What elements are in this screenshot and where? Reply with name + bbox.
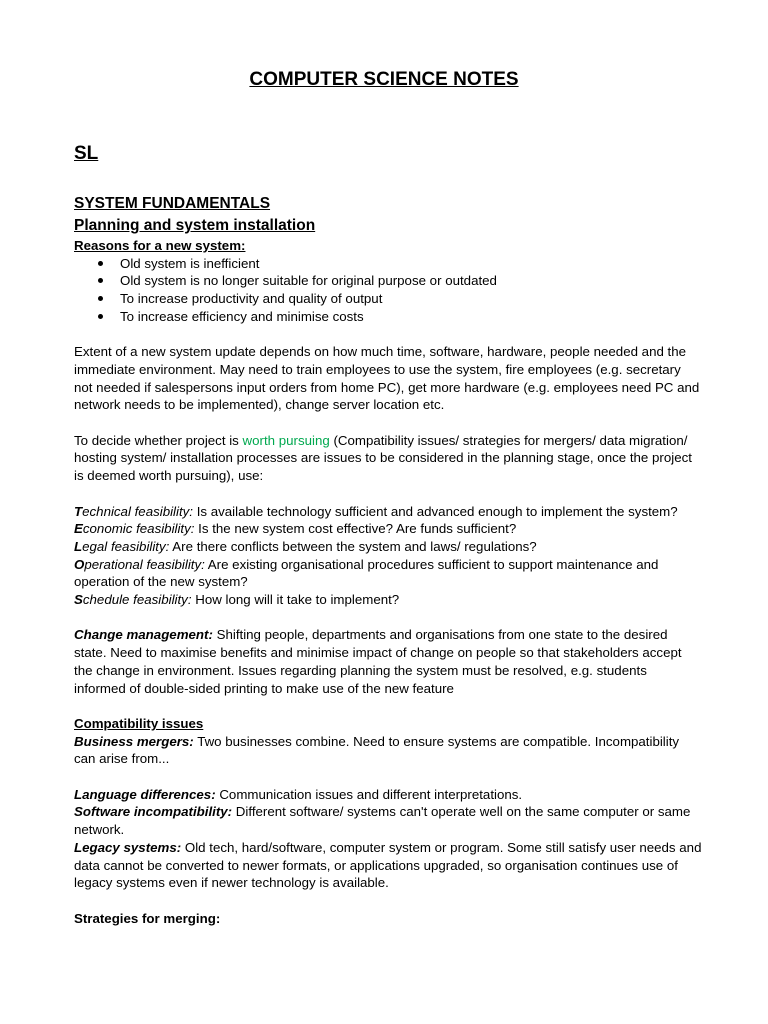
list-item-text: To increase productivity and quality of output — [120, 291, 383, 307]
feasibility-letter: T — [74, 503, 83, 519]
list-item — [74, 272, 702, 290]
change-management-text: Shifting people, departments and organisations from one state to the desired state. Need to maximise benefits and minimise impact of change on people so that stakeholders accept the change in environment. Issues regarding planning the system must be resolved, e.g. students informed of double-sided printing to make use of the new feature — [74, 627, 682, 696]
feasibility-operational — [74, 556, 702, 591]
bullet-icon — [98, 296, 103, 301]
list-item — [74, 290, 702, 308]
change-management-label: Change management: — [74, 627, 213, 643]
feasibility-text: Is the new system cost effective? Are funds sufficient? — [194, 521, 517, 537]
feasibility-economic — [74, 520, 702, 538]
subsection-heading: Planning and system installation — [74, 217, 316, 234]
feasibility-label: conomic feasibility: — [82, 521, 195, 537]
list-item-text: To increase efficiency and minimise costs — [120, 308, 364, 324]
feasibility-technical — [74, 503, 702, 521]
language-differences-label: Language differences: — [74, 786, 216, 802]
legacy-systems-label: Legacy systems: — [74, 839, 182, 855]
list-item-text: Old system is inefficient — [120, 255, 260, 271]
software-incompatibility-paragraph — [74, 803, 702, 838]
feasibility-letter: E — [74, 521, 83, 537]
business-mergers-text: Two businesses combine. Need to ensure systems are compatible. Incompatibility can arise from... — [74, 733, 680, 767]
feasibility-text: Are there conflicts between the system and laws/ regulations? — [169, 538, 537, 554]
compatibility-heading: Compatibility issues — [74, 715, 204, 731]
feasibility-text: How long will it take to implement? — [191, 592, 400, 608]
bullet-icon — [98, 314, 103, 319]
list-item — [74, 255, 702, 273]
bullet-icon — [98, 261, 103, 266]
feasibility-letter: O — [74, 556, 85, 572]
business-mergers-paragraph — [74, 733, 702, 768]
feasibility-schedule — [74, 591, 702, 609]
feasibility-letter: L — [74, 538, 83, 554]
feasibility-legal — [74, 538, 702, 556]
extent-paragraph: Extent of a new system update depends on how much time, software, hardware, people needed and the immediate environment. May need to train employees to use the system, fire employees (e.g. secretary not needed if salespersons input orders from home PC), get more hardware (e.g. employees need PC and network needs to be implemented), change server location etc. — [74, 344, 700, 413]
feasibility-label: perational feasibility: — [84, 556, 205, 572]
feasibility-text: Are existing organisational procedures sufficient to support maintenance and operation of the new system? — [74, 556, 659, 590]
software-incompatibility-label: Software incompatibility: — [74, 804, 233, 820]
change-management-paragraph — [74, 626, 702, 697]
decide-paragraph — [74, 432, 702, 485]
document-body — [74, 237, 702, 927]
document-title: COMPUTER SCIENCE NOTES — [249, 69, 519, 90]
feasibility-label: echnical feasibility: — [82, 503, 193, 519]
feasibility-label: egal feasibility: — [82, 538, 170, 554]
legacy-systems-text: Old tech, hard/software, computer system or program. Some still satisfy user needs and data cannot be converted to newer formats, or applications upgraded, so organisation continues use of legacy systems even if newer technology is available. — [74, 839, 702, 891]
list-item-text: Old system is no longer suitable for original purpose or outdated — [120, 273, 497, 289]
software-incompatibility-text: Different software/ systems can't operate well on the same computer or same network. — [74, 804, 691, 838]
feasibility-text: Is available technology sufficient and advanced enough to implement the system? — [193, 503, 678, 519]
worth-pursuing-highlight: worth pursuing — [242, 432, 330, 448]
feasibility-letter: S — [74, 592, 83, 608]
level-heading: SL — [74, 143, 99, 164]
strategies-heading: Strategies for merging: — [74, 910, 221, 926]
decide-text-start: To decide whether project is — [74, 432, 243, 448]
reasons-list — [74, 255, 702, 326]
list-item — [74, 308, 702, 326]
language-differences-text: Communication issues and different interpretations. — [215, 786, 523, 802]
bullet-icon — [98, 278, 103, 283]
feasibility-label: chedule feasibility: — [82, 592, 192, 608]
decide-text-end: (Compatibility issues/ strategies for mergers/ data migration/ hosting system/ installation processes are issues to be considered in the planning stage, once the project is deemed worth pursuing), use: — [74, 432, 692, 484]
reasons-heading: Reasons for a new system: — [74, 238, 246, 253]
section-heading: SYSTEM FUNDAMENTALS — [74, 195, 271, 212]
language-differences-paragraph — [74, 786, 702, 804]
legacy-systems-paragraph — [74, 839, 702, 892]
business-mergers-label: Business mergers: — [74, 733, 194, 749]
